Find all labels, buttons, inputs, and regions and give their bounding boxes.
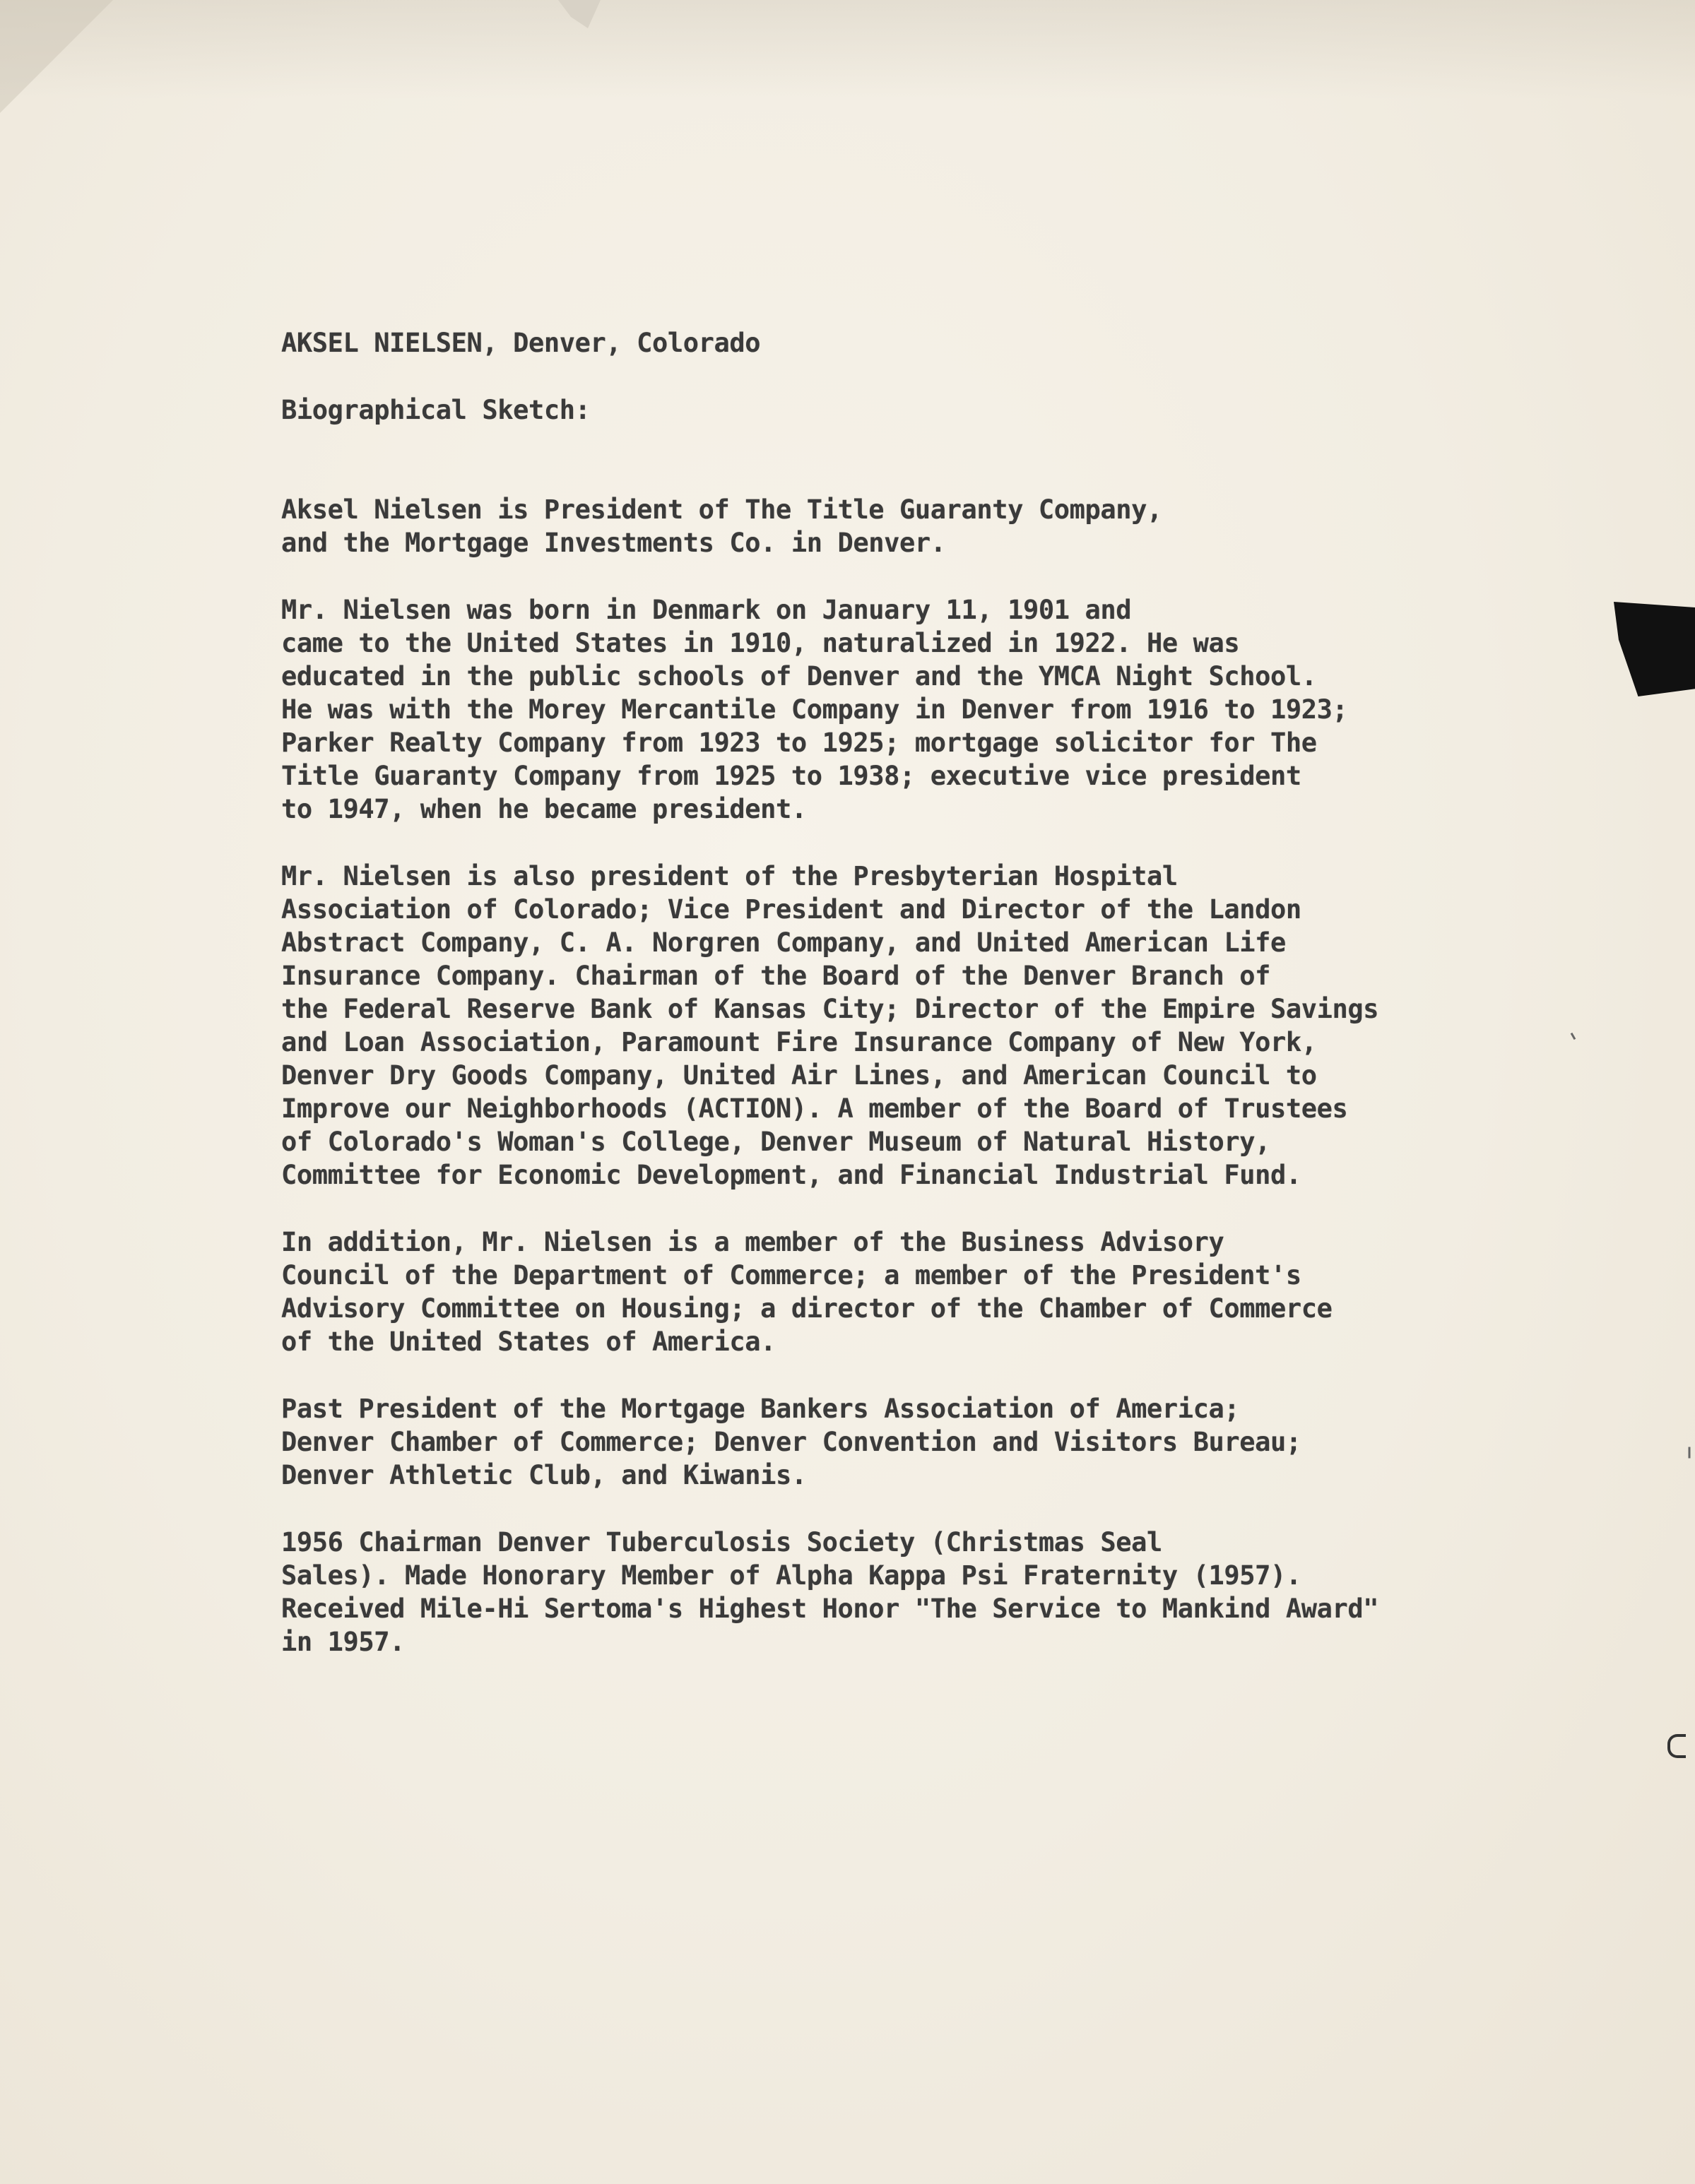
- paragraph-positions: Aksel Nielsen is President of The Title Guaranty Company, and the Mortgage Investments Co. in Denver.: [281, 494, 1162, 558]
- document-heading: AKSEL NIELSEN, Denver, Colorado: [281, 328, 761, 358]
- paper-fold-shadow: [0, 0, 1695, 99]
- paragraph-memberships: In addition, Mr. Nielsen is a member of the Business Advisory Council of the Department of Commerce; a member of the President's Advisory Committee on Housing; a director of the Chamber of Commerce of the United States of America.: [281, 1227, 1333, 1357]
- ink-speck: [1571, 1033, 1576, 1040]
- paragraph-career: Mr. Nielsen was born in Denmark on January 11, 1901 and came to the United States in 1910, naturalized in 1922. He was educated in the public schools of Denver and the YMCA Night School. He was with the Morey Mercantile Company in Denver from 1916 to 1923; Parker Realty Company from 1923 to 1925; mortgage solicitor for The Title Guaranty Company from 1925 to 1938; executive vice president to 1947, when he became president.: [281, 595, 1348, 824]
- paragraph-directorships: Mr. Nielsen is also president of the Presbyterian Hospital Association of Colorado; Vice President and Director of the Landon Abstract Company, C. A. Norgren Company, and United American Life Insurance Company. Chairman of the Board of the Denver Branch of the Federal Reserve Bank of Kansas City; Director of the Empire Savings and Loan Association, Paramount Fire Insurance Company of New York, Denver Dry Goods Company, United Air Lines, and American Council to Improve our Neighborhoods (ACTION). A member of the Board of Trustees of Colorado's Woman's College, Denver Museum of Natural History, Committee for Economic Development, and Financial Industrial Fund.: [281, 861, 1379, 1190]
- binder-clip-mark: [1614, 602, 1695, 696]
- document-subheading: Biographical Sketch:: [281, 395, 591, 425]
- worn-corner: [0, 0, 113, 113]
- edge-mark: [1667, 1734, 1686, 1758]
- paragraph-past-president: Past President of the Mortgage Bankers Association of America; Denver Chamber of Commerce; Denver Convention and Visitors Bureau; Denver Athletic Club, and Kiwanis.: [281, 1394, 1301, 1490]
- paragraph-honors: 1956 Chairman Denver Tuberculosis Society (Christmas Seal Sales). Made Honorary Member of Alpha Kappa Psi Fraternity (1957). Received Mile-Hi Sertoma's Highest Honor "The Service to Mankind Award" in 1957.: [281, 1527, 1379, 1657]
- typed-letter: [281, 326, 1496, 1692]
- ink-speck: [1689, 1447, 1691, 1459]
